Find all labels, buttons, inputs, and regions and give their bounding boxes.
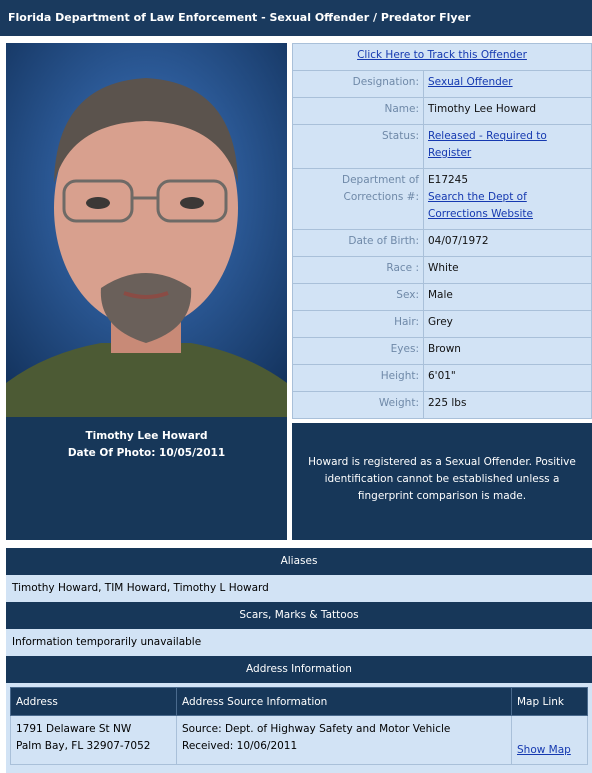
lower-info-section xyxy=(6,548,592,773)
hair-value: Grey xyxy=(424,311,592,338)
name-value: Timothy Lee Howard xyxy=(424,98,592,125)
name-label: Name: xyxy=(293,98,424,125)
hair-label: Hair: xyxy=(293,311,424,338)
photo-date: Date Of Photo: 10/05/2011 xyxy=(67,447,226,459)
name-row xyxy=(293,98,592,125)
address-line1: 1791 Delaware St NW xyxy=(16,723,132,735)
address-table-header-row xyxy=(11,688,588,716)
show-map-link[interactable]: Show Map xyxy=(517,744,571,756)
identification-notice xyxy=(292,423,592,540)
eyes-value: Brown xyxy=(424,338,592,365)
address-header: Address Information xyxy=(6,656,592,683)
address-received: Received: 10/06/2011 xyxy=(182,740,298,752)
scars-value: Information temporarily unavailable xyxy=(6,629,592,656)
map-column-header: Map Link xyxy=(512,688,588,716)
page-title: Florida Department of Law Enforcement - Sexual Offender / Predator Flyer xyxy=(8,11,471,24)
designation-link[interactable]: Sexual Offender xyxy=(428,76,513,88)
address-column-header: Address xyxy=(11,688,177,716)
designation-label: Designation: xyxy=(293,71,424,98)
weight-label: Weight: xyxy=(293,392,424,419)
corrections-row xyxy=(293,169,592,230)
corrections-website-link[interactable]: Search the Dept of Corrections Website xyxy=(428,191,533,220)
track-offender-link[interactable]: Click Here to Track this Offender xyxy=(357,49,527,61)
photo-name: Timothy Lee Howard xyxy=(85,430,208,442)
photo-caption xyxy=(6,417,287,540)
track-row xyxy=(293,44,592,71)
height-row xyxy=(293,365,592,392)
sex-value: Male xyxy=(424,284,592,311)
status-label: Status: xyxy=(293,125,424,169)
eyes-row xyxy=(293,338,592,365)
address-source: Source: Dept. of Highway Safety and Motor Vehicle xyxy=(182,723,451,735)
height-value: 6'01" xyxy=(424,365,592,392)
race-label: Race : xyxy=(293,257,424,284)
address-row xyxy=(11,716,588,765)
dob-value: 04/07/1972 xyxy=(424,230,592,257)
page-title-bar xyxy=(0,0,592,36)
status-row xyxy=(293,125,592,169)
race-value: White xyxy=(424,257,592,284)
address-table-wrapper xyxy=(6,683,592,773)
offender-photo-image xyxy=(6,43,287,417)
scars-header: Scars, Marks & Tattoos xyxy=(6,602,592,629)
corrections-label: Department of Corrections #: xyxy=(293,169,424,230)
notice-text: Howard is registered as a Sexual Offender. Positive identification cannot be established unless a fingerprint comparison is made. xyxy=(308,456,576,502)
weight-value: 225 lbs xyxy=(424,392,592,419)
weight-row xyxy=(293,392,592,419)
hair-row xyxy=(293,311,592,338)
corrections-number: E17245 xyxy=(428,174,469,186)
sex-row xyxy=(293,284,592,311)
status-link[interactable]: Released - Required to Register xyxy=(428,130,547,159)
dob-label: Date of Birth: xyxy=(293,230,424,257)
offender-details-table xyxy=(292,43,592,419)
aliases-value: Timothy Howard, TIM Howard, Timothy L Howard xyxy=(6,575,592,602)
offender-photo xyxy=(6,43,287,417)
dob-row xyxy=(293,230,592,257)
height-label: Height: xyxy=(293,365,424,392)
aliases-header: Aliases xyxy=(6,548,592,575)
designation-row xyxy=(293,71,592,98)
eyes-label: Eyes: xyxy=(293,338,424,365)
address-table xyxy=(10,687,588,765)
source-column-header: Address Source Information xyxy=(177,688,512,716)
race-row xyxy=(293,257,592,284)
address-line2: Palm Bay, FL 32907-7052 xyxy=(16,740,151,752)
sex-label: Sex: xyxy=(293,284,424,311)
